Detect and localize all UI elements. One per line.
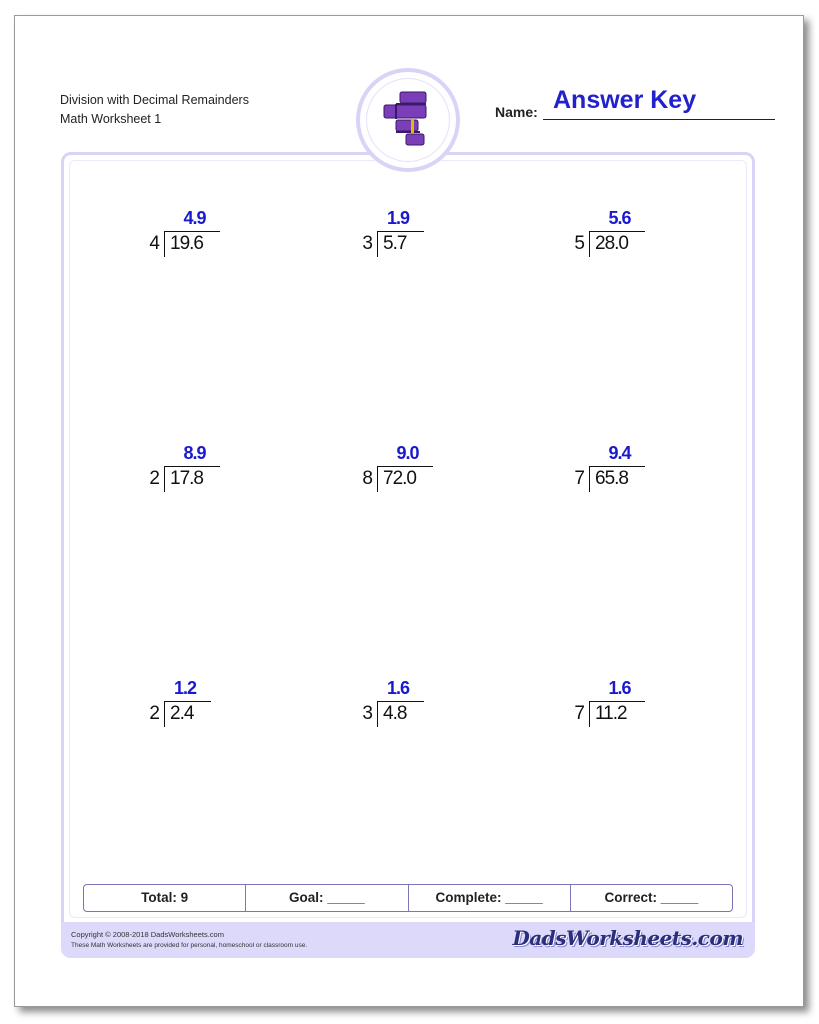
dividend: 11.2 xyxy=(595,703,627,724)
division-bar xyxy=(164,466,220,467)
score-goal: Goal: _____ xyxy=(246,885,408,911)
divisor: 7 xyxy=(574,468,585,489)
score-correct: Correct: _____ xyxy=(604,890,699,905)
quotient-answer: 1.6 xyxy=(608,678,631,698)
quotient-answer: 1.9 xyxy=(387,208,410,228)
division-problem xyxy=(120,208,280,268)
copyright-text: Copyright © 2008-2018 DadsWorksheets.com xyxy=(71,930,224,939)
dividend: 65.8 xyxy=(595,468,628,489)
quotient-answer: 1.6 xyxy=(387,678,410,698)
division-problem xyxy=(545,208,705,268)
worksheet-subtitle: Math Worksheet 1 xyxy=(60,112,162,126)
division-problem xyxy=(333,443,493,503)
division-bracket xyxy=(589,232,590,257)
dividend: 72.0 xyxy=(383,468,416,489)
worksheet-title: Division with Decimal Remainders xyxy=(60,93,249,107)
division-bar xyxy=(377,466,433,467)
dividend: 19.6 xyxy=(170,233,203,254)
division-bracket xyxy=(377,467,378,492)
division-bar xyxy=(377,701,424,702)
worksheet-title-block xyxy=(60,91,249,129)
divisor: 2 xyxy=(149,703,160,724)
footer xyxy=(61,922,755,958)
division-bracket xyxy=(589,467,590,492)
dividend: 2.4 xyxy=(170,703,194,724)
division-problem xyxy=(333,208,493,268)
quotient-answer: 1.2 xyxy=(174,678,197,698)
quotient-answer: 9.4 xyxy=(608,443,631,463)
division-problem xyxy=(545,443,705,503)
dividend: 4.8 xyxy=(383,703,407,724)
division-bar xyxy=(377,231,424,232)
division-bar xyxy=(164,701,211,702)
score-box xyxy=(83,884,733,912)
division-problem xyxy=(333,678,493,738)
division-bar xyxy=(589,231,645,232)
dividend: 5.7 xyxy=(383,233,407,254)
division-bar xyxy=(589,466,645,467)
division-bar xyxy=(589,701,645,702)
worksheet-page xyxy=(14,15,804,1007)
divisor: 4 xyxy=(149,233,160,254)
quotient-answer: 8.9 xyxy=(183,443,206,463)
problems-frame-inner xyxy=(69,160,747,918)
name-field xyxy=(495,86,775,122)
dividend: 17.8 xyxy=(170,468,203,489)
quotient-answer: 4.9 xyxy=(183,208,206,228)
divisor: 7 xyxy=(574,703,585,724)
division-bar xyxy=(164,231,220,232)
quotient-answer: 5.6 xyxy=(608,208,631,228)
division-bracket xyxy=(589,702,590,727)
usage-text: These Math Worksheets are provided for personal, homeschool or classroom use. xyxy=(71,942,308,949)
division-problem xyxy=(545,678,705,738)
brand-logo: DadsWorksheets.com xyxy=(512,926,743,950)
name-label: Name: xyxy=(495,104,538,120)
dividend: 28.0 xyxy=(595,233,628,254)
division-problem xyxy=(120,443,280,503)
long-division-logo-icon xyxy=(380,86,436,154)
score-total: Total: 9 xyxy=(84,885,246,911)
divisor: 3 xyxy=(362,703,373,724)
name-underline xyxy=(543,119,775,120)
divisor: 2 xyxy=(149,468,160,489)
quotient-answer: 9.0 xyxy=(396,443,419,463)
score-complete: Complete: _____ xyxy=(409,885,571,911)
division-bracket xyxy=(164,702,165,727)
divisor: 3 xyxy=(362,233,373,254)
division-bracket xyxy=(164,467,165,492)
division-bracket xyxy=(377,702,378,727)
divisor: 5 xyxy=(574,233,585,254)
division-bracket xyxy=(377,232,378,257)
division-bracket xyxy=(164,232,165,257)
division-problem xyxy=(120,678,280,738)
name-value: Answer Key xyxy=(553,86,697,114)
divisor: 8 xyxy=(362,468,373,489)
division-logo xyxy=(356,68,460,172)
